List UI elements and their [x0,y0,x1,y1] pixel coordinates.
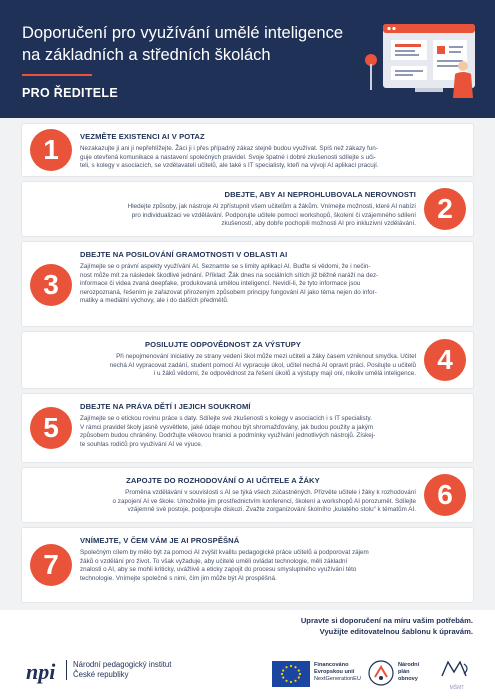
number-badge-2: 2 [424,188,466,230]
recommendation-card-5 [22,394,473,462]
recommendation-title: VEZMĚTE EXISTENCI AI V POTAZ [80,132,205,141]
npo-line-3: obnovy [398,676,418,682]
callout-line-1: Upravte si doporučení na míru vašim potřebám. [300,616,473,625]
number-badge-6: 6 [424,474,466,516]
recommendation-card-3 [22,242,473,326]
msmt-mark: MŠMT [449,685,465,691]
recommendation-card-4 [22,332,473,388]
recommendation-card-2 [22,182,473,236]
npi-logo [26,660,55,684]
page-title [22,22,352,66]
eu-flag-icon [272,661,310,687]
npi-name-line-2: České republiky [73,670,129,679]
recommendation-title: VNÍMEJTE, V ČEM VÁM JE AI PROSPĚŠNÁ [80,536,240,545]
template-callout [301,615,473,637]
npi-name [66,660,171,680]
recommendation-text: Nezakazujte ji ani ji nepřehlížejte. Žáci ji i přes případný zákaz stejně budou využívat. Spíš než zákazy fun- guje otevřená komunikace a nastavení společných pravidel. Svoje špatné i dobré zkušenosti sdílejte s uči- teli, s kolegy v asociacích, se vzdělavateli učitelů, ale také s IT specialisty, kteří na vývoji AI aplikací pracují. [80,145,379,170]
recommendation-text: Proměna vzdělávání v souvislosti s AI se týká všech zúčastněných. Přizvěte učitele i žáky k rozhodování o zapojení AI ve škole. Umožněte jim prostřednictvím konferencí, školení a workshopů AI porozumět. Sdílejte vzájemně své postoje, podporujte diskuzi. Zvažte zorganizování školního „kulatého stolu“ k tématům AI. [112,489,416,514]
eu-line-3: NextGenerationEU [314,676,361,682]
teacher-whiteboard-illustration [355,10,490,110]
recommendation-title: DBEJTE NA POSILOVÁNÍ GRAMOTNOSTI V OBLASTI AI [80,250,288,259]
recommendations-section [0,118,495,610]
npo-line-1: Národní [398,662,420,668]
recommendation-text: Zajímejte se o etickou rovinu práce s daty. Sdílejte své zkušenosti s kolegy v asociacích i s IT specialisty. V rámci pravidel školy jasně vysvětlete, jaké údaje mohou být shromažďovány, jak budou použity a jakým způsobem budou chráněny. Dodržujte věkovou hranici a podmínky využívání jednotlivých nástrojů. Získej- te souhlas rodičů pro využívání AI ve výuce. [80,415,376,448]
title-underline [22,74,92,76]
recommendation-card-1 [22,124,473,176]
npo-line-2: plán [398,669,410,675]
recommendation-card-6 [22,468,473,522]
recommendation-text: Společným cílem by mělo být za pomoci AI zvýšit kvalitu pedagogické práce učitelů a podporovat zájem žáků o vzdělání pro život. To však vyžaduje, aby učitelé uměli ovládat technologie, měli základní znalosti o AI, aby se mohli kriticky, uvážlivě a eticky zapojit do procesu smysluplného využívání této technologie. Vnímejte společně s nimi, čím jim může být AI prospěšná. [80,549,369,582]
npi-name-line-1: Národní pedagogický institut [73,660,172,669]
recommendation-title: POSILUJTE ODPOVĚDNOST ZA VÝSTUPY [144,340,302,349]
eu-funding-text [314,662,361,683]
number-badge-1: 1 [30,129,72,171]
footer-logos [0,646,495,700]
recommendation-title: DBEJTE, ABY AI NEPROHLUBOVALA NEROVNOSTI [224,190,416,199]
title-line-2: na základních a středních školách [22,46,271,64]
callout-line-2: Využijte editovatelnou šablonu k úpravám. [319,627,473,636]
eu-line-2: Evropskou unií [314,669,355,675]
recommendation-card-7 [22,528,473,602]
number-badge-5: 5 [30,407,72,449]
recommendation-text: Při nepojmenování iniciativy ze strany vedení škol může mezi učiteli a žáky časem vzniknout smyčka. Učitel nechá AI vypracovat zadání, student pomocí AI vypracuje úkol, učitel nechá AI opravit práci. Posilujte u učitelů i u žáků vědomí, že odpovědnost za řešení úkolů a výstupy mají oni, nikoliv umělá inteligence. [109,353,416,378]
title-line-1: Doporučení pro využívání umělé inteligence [22,24,344,42]
audience-subtitle: PRO ŘEDITELE [22,86,118,100]
npi-mark: npi [26,659,56,684]
header-banner [0,0,495,118]
recommendation-title: ZAPOJTE DO ROZHODOVÁNÍ O AI UČITELE A ŽÁKY [126,476,320,485]
npo-logo-icon [368,660,394,686]
number-badge-3: 3 [30,264,72,306]
recommendation-text: Hledejte způsoby, jak nástroje AI zpřístupnit všem učitelům a žákům. Vnímejte možnosti, které AI nabízí pro individualizaci ve vzdělávání. Podporujte učitele pomocí workshopů, školení či vzájemného sdílení zkušeností, aby dobře pochopili možnosti AI pro inkluzivní vzdělávání. [127,203,416,228]
recommendation-title: DBEJTE NA PRÁVA DĚTÍ I JEJICH SOUKROMÍ [80,402,251,411]
eu-line-1: Financováno [314,662,349,668]
recommendation-text: Zajímejte se o právní aspekty využívání AI. Seznamte se s limity aplikací AI. Buďte si vědomi, že i nečin- nost může mít za následek škodlivé jednání. Příklad: Žák dnes na sociálních sítích již běžně naráží na dez- informace či videa zvaná deepfake, produkovaná umělou inteligencí. Nevidí-li, že tyto informace jsou nerozpoznaná, řešením je zařazovat přirozeným způsobem principy fungování AI jako téma nejen do infor- matiky a mediální výchovy, ale i do dalších předmětů. [80,263,379,305]
msmt-logo [438,658,476,690]
number-badge-7: 7 [30,544,72,586]
msmt-emblem-icon [438,658,476,680]
npo-text [398,662,419,683]
number-badge-4: 4 [424,339,466,381]
